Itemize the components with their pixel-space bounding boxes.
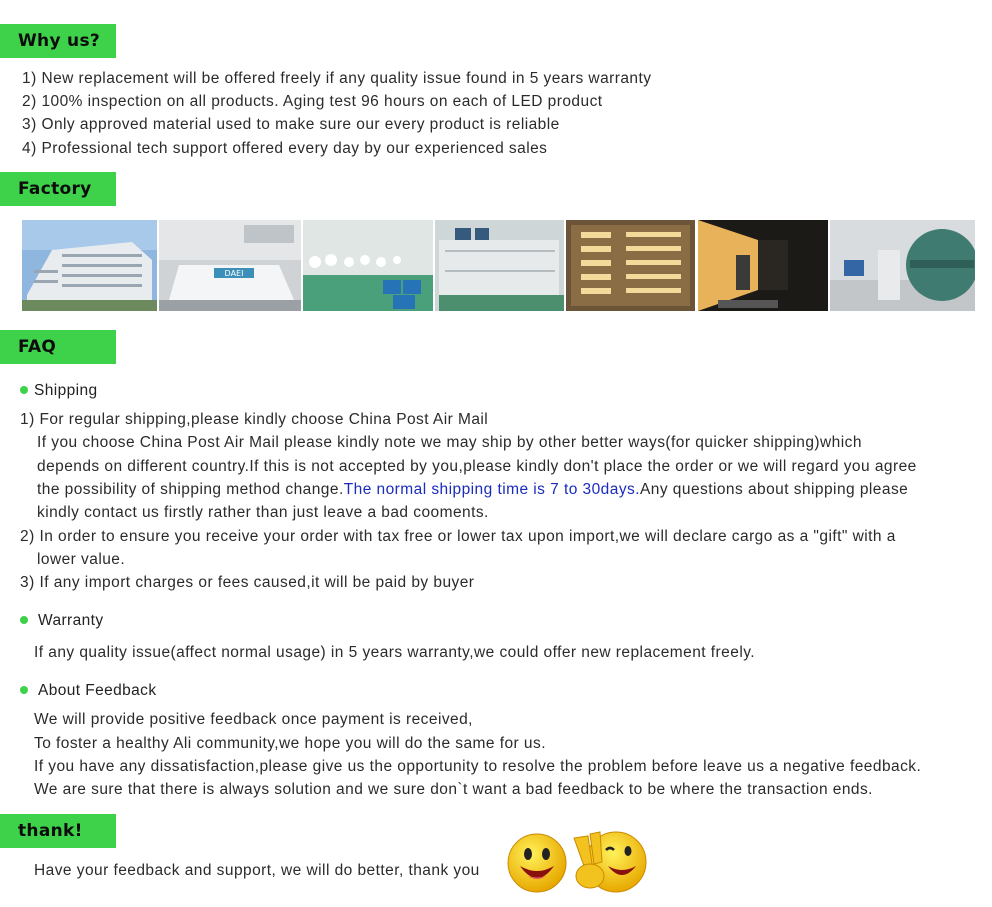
thanks-text: Have your feedback and support, we will do better, thank you (34, 862, 480, 879)
feedback-heading (20, 682, 156, 700)
photometric-darkroom-photo (698, 220, 828, 311)
why-item-4: 4) Professional tech support offered every day by our experienced sales (22, 140, 548, 157)
feedback-line-4: We are sure that there is always solution and we sure don`t want a bad feedback to be where the transaction ends. (34, 781, 873, 798)
section-tag-faq: FAQ (0, 330, 116, 364)
shipping-line-4c: Any questions about shipping please (639, 481, 909, 498)
bullet-dot-icon (20, 686, 28, 694)
shipping-time-highlight: The normal shipping time is 7 to 30days. (343, 481, 640, 498)
shipping-line-1: 1) For regular shipping,please kindly choose China Post Air Mail (20, 411, 489, 428)
feedback-line-1: We will provide positive feedback once payment is received, (34, 711, 473, 728)
shipping-heading-text: Shipping (34, 382, 98, 399)
reception-desk-photo (159, 220, 301, 311)
feedback-line-3: If you have any dissatisfaction,please give us the opportunity to resolve the problem before leave us a negative feedback. (34, 758, 922, 775)
assembly-line-photo (303, 220, 433, 311)
section-tag-factory: Factory (0, 172, 116, 206)
bullet-dot-icon (20, 386, 28, 394)
shipping-line-4a: the possibility of shipping method change. (37, 481, 344, 498)
shipping-line-2: If you choose China Post Air Mail please kindly note we may ship by other better ways(for quicker shipping)which (37, 434, 862, 451)
why-item-3: 3) Only approved material used to make sure our every product is reliable (22, 116, 560, 133)
office-building-photo (22, 220, 157, 311)
shipping-line-8: 3) If any import charges or fees caused,it will be paid by buyer (20, 574, 475, 591)
why-item-1: 1) New replacement will be offered freely if any quality issue found in 5 years warranty (22, 70, 652, 87)
victory-smiley-icon (570, 826, 650, 896)
why-item-2: 2) 100% inspection on all products. Aging test 96 hours on each of LED product (22, 93, 603, 110)
bullet-dot-icon (20, 616, 28, 624)
warranty-heading (20, 612, 104, 630)
shipping-line-4 (37, 481, 908, 499)
integrating-sphere-photo (830, 220, 975, 311)
shipping-heading (20, 382, 98, 400)
feedback-line-2: To foster a healthy Ali community,we hope you will do the same for us. (34, 735, 546, 752)
smiley-face-icon (506, 832, 568, 894)
shipping-line-6: 2) In order to ensure you receive your order with tax free or lower tax upon import,we will declare cargo as a "gift" with a (20, 528, 896, 545)
feedback-heading-text: About Feedback (38, 682, 157, 699)
shipping-line-7: lower value. (37, 551, 126, 568)
aging-test-rack-photo (566, 220, 695, 311)
smt-machine-photo (435, 220, 564, 311)
reception-sign-text: DAEI (224, 269, 244, 278)
shipping-line-3: depends on different country.If this is not accepted by you,please kindly don't place the order or we will regard you agree (37, 458, 917, 475)
section-tag-thanks: thank! (0, 814, 116, 848)
shipping-line-5: kindly contact us firstly rather than just leave a bad cooments. (37, 504, 489, 521)
warranty-text: If any quality issue(affect normal usage) in 5 years warranty,we could offer new replacement freely. (34, 644, 756, 661)
section-tag-why-us: Why us? (0, 24, 116, 58)
warranty-heading-text: Warranty (38, 612, 104, 629)
